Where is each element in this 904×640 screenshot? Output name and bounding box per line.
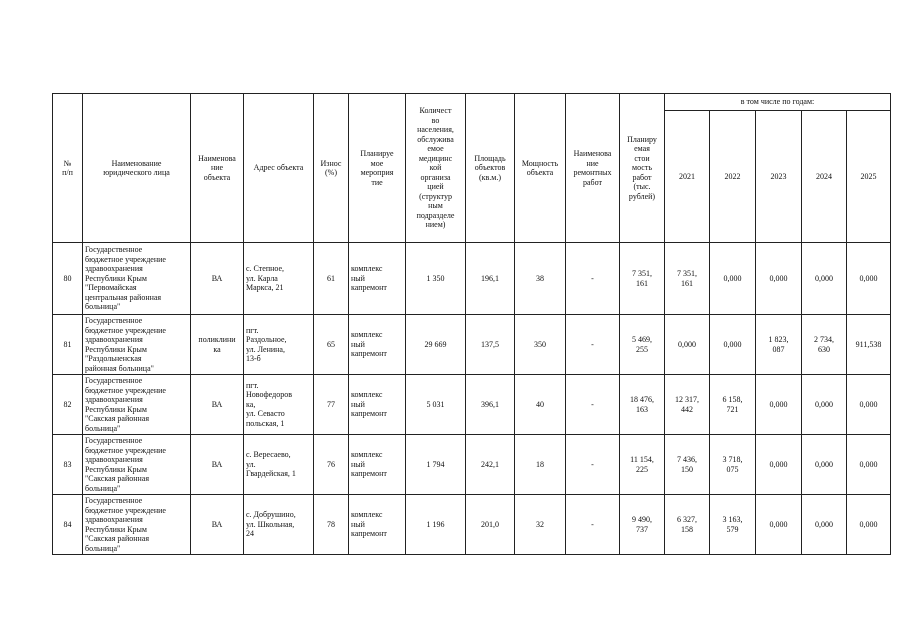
header-org: Наименование юридического лица: [83, 94, 191, 243]
cell-year-2022: 0,000: [710, 243, 756, 315]
cell-measure: комплекс ный капремонт: [349, 495, 406, 555]
header-year-2021: 2021: [665, 111, 710, 243]
cell-year-2025: 0,000: [847, 495, 891, 555]
cell-population: 1 196: [406, 495, 466, 555]
cell-year-2024: 2 734, 630: [802, 315, 847, 375]
header-year-2025: 2025: [847, 111, 891, 243]
cell-num: 80: [53, 243, 83, 315]
cell-capacity: 38: [515, 243, 566, 315]
cell-num: 82: [53, 375, 83, 435]
cell-year-2021: 12 317, 442: [665, 375, 710, 435]
cell-population: 5 031: [406, 375, 466, 435]
cell-year-2023: 0,000: [756, 243, 802, 315]
cell-repair: -: [566, 243, 620, 315]
cell-repair: -: [566, 495, 620, 555]
cell-cost: 7 351, 161: [620, 243, 665, 315]
cell-year-2021: 7 436, 150: [665, 435, 710, 495]
cell-year-2025: 911,538: [847, 315, 891, 375]
header-repair: Наименова ние ремонтных работ: [566, 94, 620, 243]
cell-population: 1 350: [406, 243, 466, 315]
cell-org: Государственное бюджетное учреждение здравоохранения Республики Крым "Сакская районная больница": [83, 495, 191, 555]
cell-repair: -: [566, 435, 620, 495]
cell-year-2021: 0,000: [665, 315, 710, 375]
cell-capacity: 40: [515, 375, 566, 435]
cell-object: ВА: [191, 375, 244, 435]
cell-year-2024: 0,000: [802, 495, 847, 555]
cell-year-2022: 0,000: [710, 315, 756, 375]
cell-repair: -: [566, 315, 620, 375]
cell-measure: комплекс ный капремонт: [349, 435, 406, 495]
cell-measure: комплекс ный капремонт: [349, 243, 406, 315]
cell-wear: 78: [314, 495, 349, 555]
header-capacity: Мощность объекта: [515, 94, 566, 243]
table-row: [53, 375, 891, 435]
header-object: Наименова ние объекта: [191, 94, 244, 243]
cell-year-2022: 3 163, 579: [710, 495, 756, 555]
cell-year-2024: 0,000: [802, 375, 847, 435]
cell-year-2024: 0,000: [802, 435, 847, 495]
cell-org: Государственное бюджетное учреждение здравоохранения Республики Крым "Сакская районная больница": [83, 375, 191, 435]
cell-object: ВА: [191, 243, 244, 315]
header-area: Площадь объектов (кв.м.): [466, 94, 515, 243]
table-row: [53, 435, 891, 495]
cell-year-2025: 0,000: [847, 243, 891, 315]
cell-object: ВА: [191, 435, 244, 495]
cell-address: с. Вересаево, ул. Гвардейская, 1: [244, 435, 314, 495]
header-num: № п/п: [53, 94, 83, 243]
cell-year-2022: 3 718, 075: [710, 435, 756, 495]
cell-year-2022: 6 158, 721: [710, 375, 756, 435]
cell-cost: 11 154, 225: [620, 435, 665, 495]
cell-year-2023: 0,000: [756, 495, 802, 555]
cell-measure: комплекс ный капремонт: [349, 375, 406, 435]
cell-address: пгт. Новофедоров ка, ул. Севасто польская, 1: [244, 375, 314, 435]
cell-area: 196,1: [466, 243, 515, 315]
header-address: Адрес объекта: [244, 94, 314, 243]
cell-wear: 76: [314, 435, 349, 495]
cell-wear: 65: [314, 315, 349, 375]
header-wear: Износ (%): [314, 94, 349, 243]
cell-cost: 18 476, 163: [620, 375, 665, 435]
cell-address: пгт. Раздольное, ул. Ленина, 13-б: [244, 315, 314, 375]
header-measure: Планируе мое мероприя тие: [349, 94, 406, 243]
cell-address: с. Степное, ул. Карла Маркса, 21: [244, 243, 314, 315]
cell-org: Государственное бюджетное учреждение здравоохранения Республики Крым "Раздольненская районная больница": [83, 315, 191, 375]
cell-year-2025: 0,000: [847, 435, 891, 495]
cell-year-2023: 0,000: [756, 435, 802, 495]
cell-year-2021: 7 351, 161: [665, 243, 710, 315]
funding-table: [52, 93, 891, 555]
cell-population: 1 794: [406, 435, 466, 495]
table-header: [53, 94, 891, 243]
cell-capacity: 32: [515, 495, 566, 555]
cell-wear: 77: [314, 375, 349, 435]
cell-area: 201,0: [466, 495, 515, 555]
table-row: [53, 243, 891, 315]
cell-org: Государственное бюджетное учреждение здравоохранения Республики Крым "Сакская районная больница": [83, 435, 191, 495]
header-years-group: в том числе по годам:: [665, 94, 891, 111]
header-year-2023: 2023: [756, 111, 802, 243]
cell-area: 242,1: [466, 435, 515, 495]
cell-year-2023: 0,000: [756, 375, 802, 435]
cell-wear: 61: [314, 243, 349, 315]
cell-address: с. Добрушино, ул. Школьная, 24: [244, 495, 314, 555]
cell-population: 29 669: [406, 315, 466, 375]
cell-measure: комплекс ный капремонт: [349, 315, 406, 375]
cell-year-2025: 0,000: [847, 375, 891, 435]
header-year-2024: 2024: [802, 111, 847, 243]
cell-year-2023: 1 823, 087: [756, 315, 802, 375]
cell-object: ВА: [191, 495, 244, 555]
cell-year-2021: 6 327, 158: [665, 495, 710, 555]
cell-org: Государственное бюджетное учреждение здравоохранения Республики Крым "Первомайская центральная районная больница": [83, 243, 191, 315]
header-year-2022: 2022: [710, 111, 756, 243]
header-cost: Планиру емая стои мость работ (тыс. рублей): [620, 94, 665, 243]
header-population: Количест во населения, обслужива емое медицинс кой организа цией (структур ным подразделе нием): [406, 94, 466, 243]
cell-num: 81: [53, 315, 83, 375]
cell-capacity: 350: [515, 315, 566, 375]
cell-cost: 9 490, 737: [620, 495, 665, 555]
cell-area: 137,5: [466, 315, 515, 375]
table-row: [53, 495, 891, 555]
cell-year-2024: 0,000: [802, 243, 847, 315]
cell-capacity: 18: [515, 435, 566, 495]
cell-num: 83: [53, 435, 83, 495]
table-row: [53, 315, 891, 375]
cell-area: 396,1: [466, 375, 515, 435]
cell-repair: -: [566, 375, 620, 435]
cell-cost: 5 469, 255: [620, 315, 665, 375]
cell-object: поликлини ка: [191, 315, 244, 375]
table-body: [53, 243, 891, 555]
cell-num: 84: [53, 495, 83, 555]
